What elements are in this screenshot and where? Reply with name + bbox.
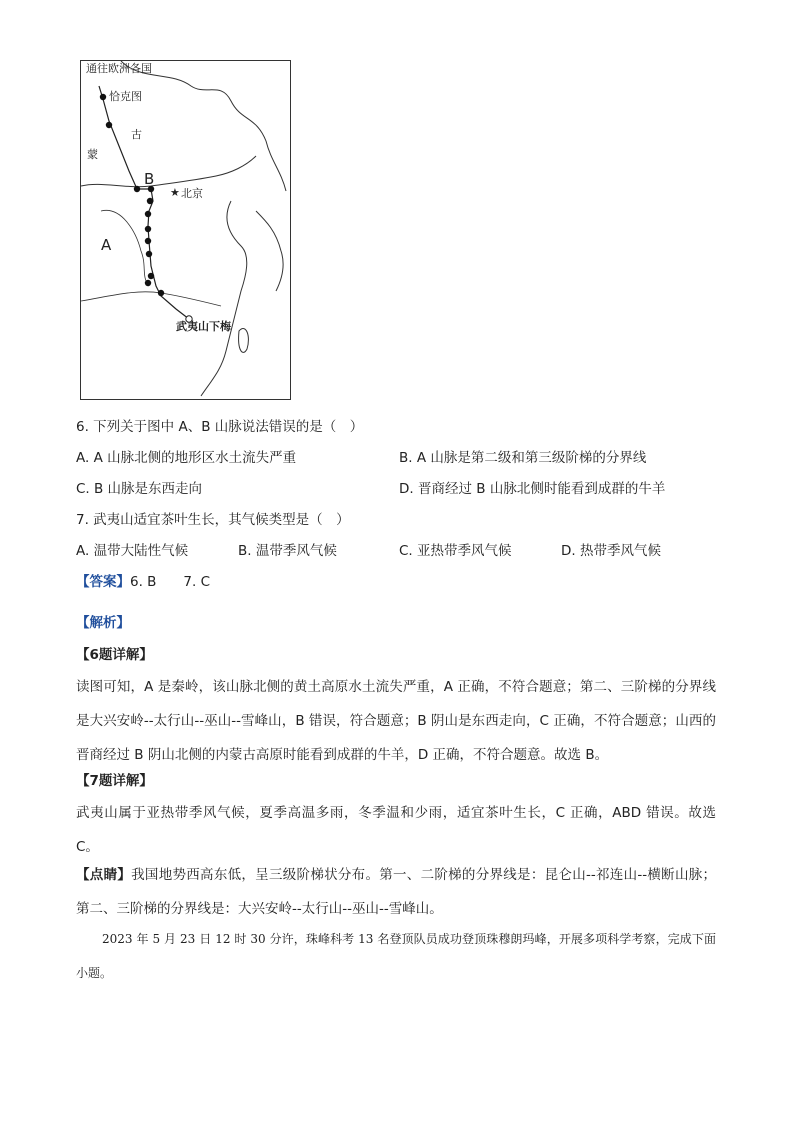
border-line [81,156,256,187]
route-stop [145,238,151,244]
label-a: A [101,236,112,254]
trade-route [99,86,189,319]
route-stop [106,122,112,128]
q6-detail-text: 读图可知，A 是秦岭，该山脉北侧的黄土高原水土流失严重，A 正确，不符合题意；第二、三阶梯的分界线是大兴安岭--太行山--巫山--雪峰山，B 错误，符合题意；B 阴山是东西走向，C 正确，不符合题意；山西的晋商经过 B 阴山北侧的内蒙古高原时能看到成群的牛羊，D 正确，不符合题意。故选 B。 [76,679,716,763]
analysis-label-text: 【解析】 [76,615,130,631]
label-europe: 通往欧洲各国 [86,62,152,75]
route-stop [147,198,153,204]
island [239,329,249,353]
label-beijing: 北京 [181,187,203,200]
note-label: 【点睛】 [76,867,132,883]
q7-option-b: B. 温带季风气候 [238,543,337,559]
route-stop [145,280,151,286]
q6-detail-label-text: 【6题详解】 [76,647,153,663]
q6-stem: 6. 下列关于图中 A、B 山脉说法错误的是（ ） [76,419,364,435]
q7-option-a: A. 温带大陆性气候 [76,543,189,559]
q6-option-a: A. A 山脉北侧的地形区水土流失严重 [76,450,297,466]
route-stop [145,226,151,232]
q7-detail-label [76,771,153,791]
route-stop [158,290,164,296]
note-block [76,858,716,926]
beijing-star: ★ [170,186,180,199]
q7-detail-label-text: 【7题详解】 [76,773,153,789]
answer-label: 【答案】 [76,574,130,590]
route-stop [146,251,152,257]
label-kyakhta: 恰克图 [109,90,142,103]
route-stop [134,186,140,192]
coastline [256,211,283,291]
q7-option-c: C. 亚热带季风气候 [399,543,512,559]
q6-detail-label [76,645,153,665]
note-text: 我国地势西高东低，呈三级阶梯状分布。第一、二阶梯的分界线是：昆仑山--祁连山--横断山脉；第二、三阶梯的分界线是：大兴安岭--太行山--巫山--雪峰山。 [76,867,717,917]
map-drawing [81,61,291,400]
q6-option-c: C. B 山脉是东西走向 [76,481,203,497]
coastline [201,201,247,396]
label-wuyi: 武夷山下梅 [176,320,231,333]
analysis-label [76,613,130,633]
label-b: B [144,170,155,188]
route-stop [100,94,106,100]
q7-stem: 7. 武夷山适宜茶叶生长，其气候类型是（ ） [76,512,350,528]
route-stops [100,94,164,296]
route-map [80,60,291,400]
intro-text: 2023 年 5 月 23 日 12 时 30 分许，珠峰科考 13 名登顶队员成功登顶珠穆朗玛峰，开展多项科学考察，完成下面小题。 [76,932,716,980]
route-stop [148,273,154,279]
answer-text: 6. B 7. C [130,574,211,590]
route-stop [145,211,151,217]
q6-option-b: B. A 山脉是第二级和第三级阶梯的分界线 [399,450,647,466]
answer-line [76,572,210,592]
river [81,292,221,306]
q7-option-d: D. 热带季风气候 [561,543,661,559]
label-meng: 蒙 [87,148,98,161]
label-gu: 古 [131,128,142,141]
q6-option-d: D. 晋商经过 B 山脉北侧时能看到成群的牛羊 [399,481,666,497]
q7-detail-text: 武夷山属于亚热带季风气候，夏季高温多雨，冬季温和少雨，适宜茶叶生长，C 正确，ABD 错误。故选 C。 [76,805,716,855]
